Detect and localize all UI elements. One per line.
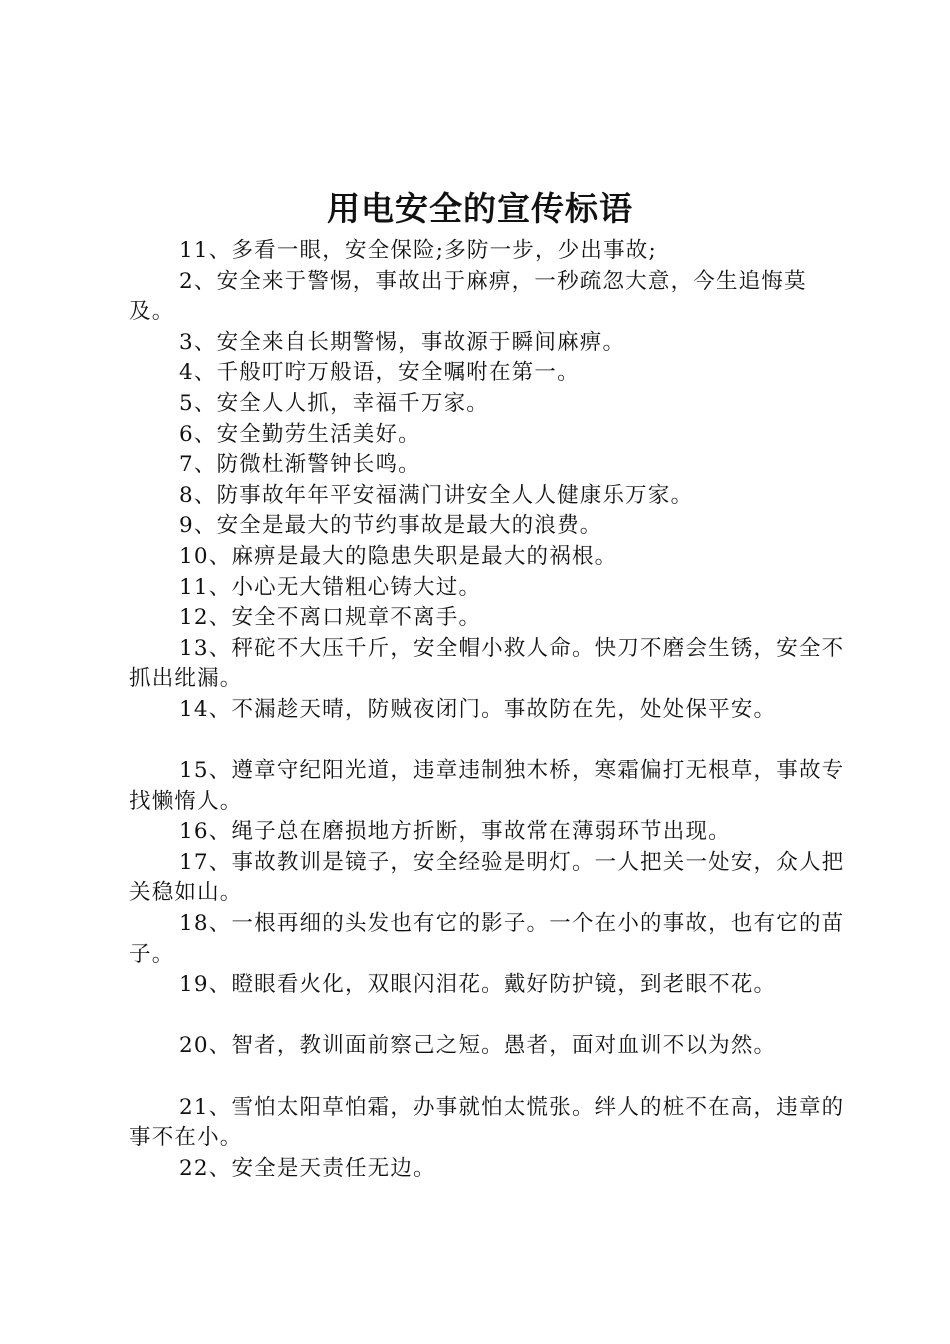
paragraph-2: 2、安全来于警惕，事故出于麻痹，一秒疏忽大意，今生追悔莫及。	[129, 268, 807, 325]
paragraph-6: 6、安全勤劳生活美好。	[179, 421, 421, 447]
paragraph-14: 14、不漏趁天晴，防贼夜闭门。事故防在先，处处保平安。	[179, 696, 777, 722]
paragraph-22: 22、安全是天责任无边。	[179, 1155, 436, 1181]
paragraph-15: 15、遵章守纪阳光道，违章违制独木桥，寒霜偏打无根草，事故专找懒惰人。	[129, 758, 845, 814]
paragraph-12: 12、安全不离口规章不离手。	[179, 605, 482, 631]
paragraph-1: 11、多看一眼，安全保险;多防一步，少出事故;	[179, 238, 657, 263]
paragraph-4: 4、千般叮咛万般语，安全嘱咐在第一。	[179, 360, 580, 386]
paragraph-9: 9、安全是最大的节约事故是最大的浪费。	[179, 513, 603, 539]
paragraph-3: 3、安全来自长期警惕，事故源于瞬间麻痹。	[179, 329, 626, 355]
document-body	[129, 236, 847, 1184]
paragraph-17: 17、事故教训是镜子，安全经验是明灯。一人把关一处安，众人把关稳如山。	[129, 849, 845, 906]
document-title: 用电安全的宣传标语	[327, 189, 633, 228]
paragraph-5: 5、安全人人抓，幸福千万家。	[179, 390, 489, 416]
paragraph-20: 20、智者，教训面前察己之短。愚者，面对血训不以为然。	[179, 1033, 777, 1059]
paragraph-21: 21、雪怕太阳草怕霜，办事就怕太慌张。绊人的桩不在高，违章的事不在小。	[129, 1094, 845, 1151]
paragraph-8: 8、防事故年年平安福满门讲安全人人健康乐万家。	[179, 482, 694, 508]
paragraph-19: 19、瞪眼看火化，双眼闪泪花。戴好防护镜，到老眼不花。	[179, 972, 777, 998]
paragraph-13: 13、秤砣不大压千斤，安全帽小救人命。快刀不磨会生锈，安全不抓出纰漏。	[129, 635, 845, 692]
paragraph-16: 16、绳子总在磨损地方折断，事故常在薄弱环节出现。	[179, 819, 731, 845]
paragraph-18: 18、一根再细的头发也有它的影子。一个在小的事故，也有它的苗子。	[129, 911, 845, 967]
paragraph-10: 10、麻痹是最大的隐患失职是最大的祸根。	[179, 543, 618, 569]
paragraph-11: 11、小心无大错粗心铸大过。	[179, 574, 482, 600]
paragraph-7: 7、防微杜渐警钟长鸣。	[179, 452, 421, 478]
